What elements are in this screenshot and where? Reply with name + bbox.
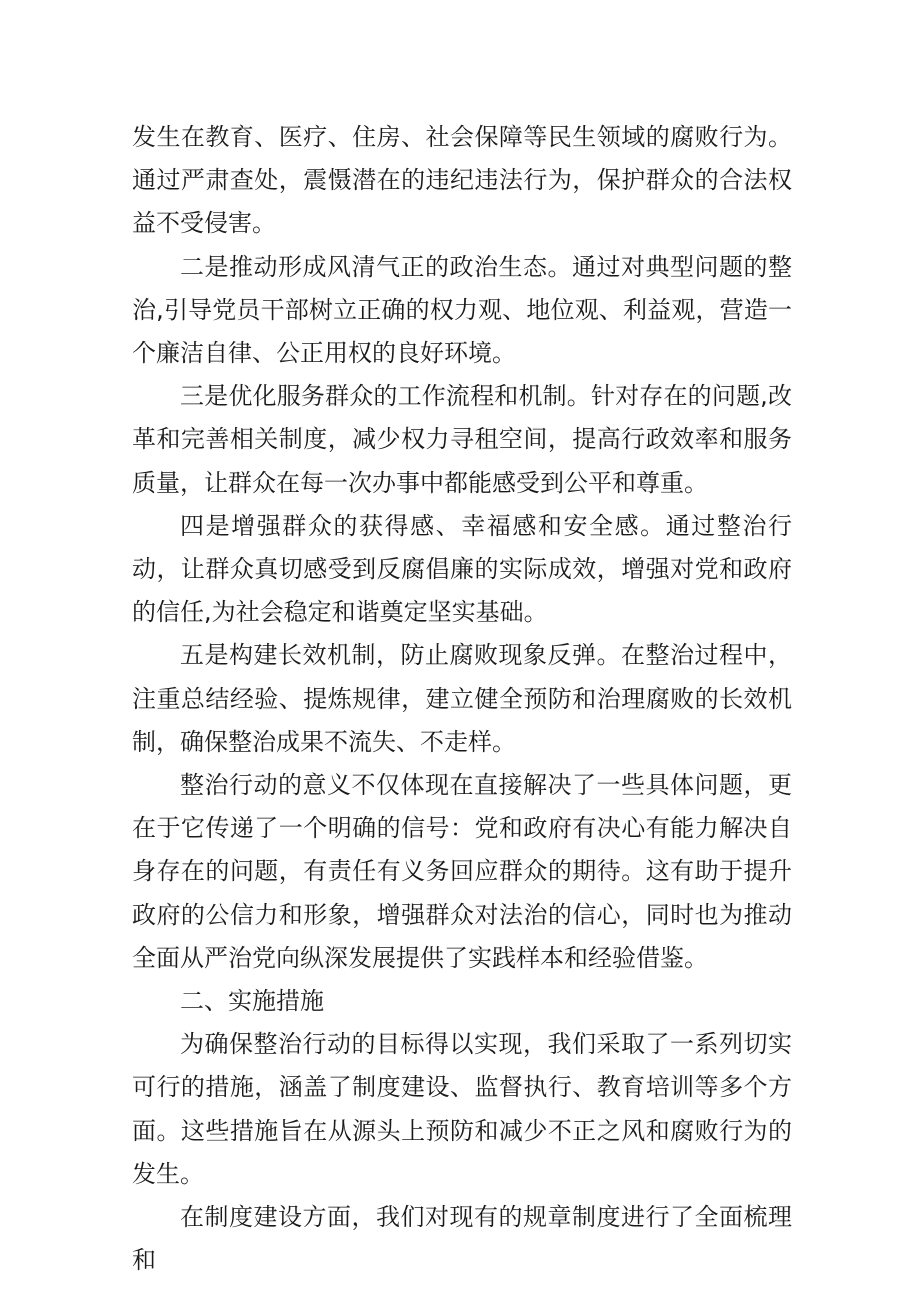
paragraph-institution-building: 在制度建设方面，我们对现有的规章制度进行了全面梳理和 [132, 1203, 792, 1275]
paragraph-objective-five: 五是构建长效机制，防止腐败现象反弹。在整治过程中，注重总结经验、提炼规律，建立健全预防和治理腐败的长效机制，确保整治成果不流失、不走样。 [132, 641, 792, 756]
paragraph-significance: 整治行动的意义不仅体现在直接解决了一些具体问题，更在于它传递了一个明确的信号：党和政府有决心有能力解决自身存在的问题，有责任有义务回应群众的期待。这有助于提升政府的公信力和形象，增强群众对法治的信心，同时也为推动全面从严治党向纵深发展提供了实践样本和经验借鉴。 [132, 771, 792, 972]
section-heading-implementation-measures: 二、实施措施 [180, 987, 324, 1016]
document-page [132, 116, 792, 1282]
paragraph-objective-three: 三是优化服务群众的工作流程和机制。针对存在的问题,改革和完善相关制度，减少权力寻租空间，提高行政效率和服务质量，让群众在每一次办事中都能感受到公平和尊重。 [132, 382, 792, 497]
paragraph-continued-from-previous-page: 发生在教育、医疗、住房、社会保障等民生领域的腐败行为。通过严肃查处，震慑潜在的违纪违法行为，保护群众的合法权益不受侵害。 [132, 123, 792, 238]
paragraph-objective-four: 四是增强群众的获得感、幸福感和安全感。通过整治行动，让群众真切感受到反腐倡廉的实际成效，增强对党和政府的信任,为社会稳定和谐奠定坚实基础。 [132, 511, 792, 627]
paragraph-objective-two: 二是推动形成风清气正的政治生态。通过对典型问题的整治,引导党员干部树立正确的权力观、地位观、利益观，营造一个廉洁自律、公正用权的良好环境。 [132, 252, 792, 368]
paragraph-measures-overview: 为确保整治行动的目标得以实现，我们采取了一系列切实可行的措施，涵盖了制度建设、监督执行、教育培训等多个方面。这些措施旨在从源头上预防和减少不正之风和腐败行为的发生。 [132, 1030, 792, 1188]
